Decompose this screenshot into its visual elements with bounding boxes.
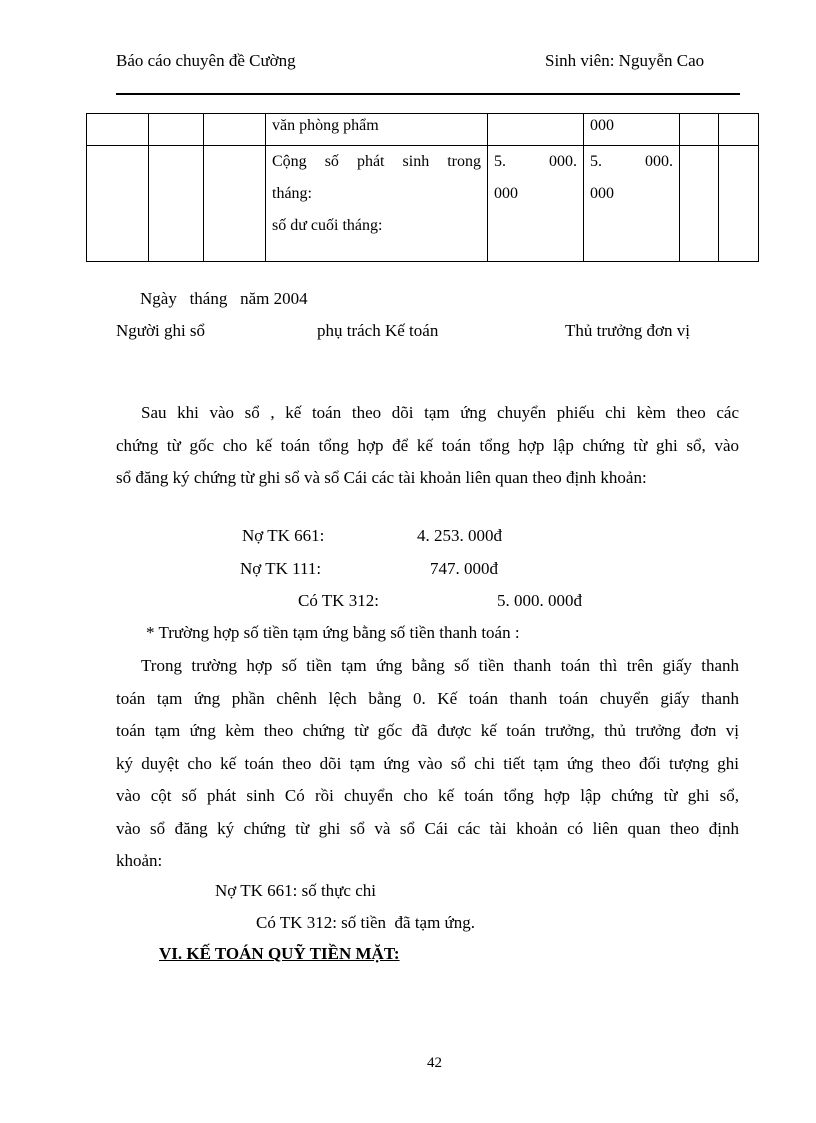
row2-col2-a: 5. [590, 153, 602, 170]
signature-person1: Người ghi sổ [116, 321, 206, 340]
signature-person3: Thủ trưởng đơn vị [565, 321, 690, 340]
paragraph-line: vào cột số phát sinh Có rồi chuyển cho kế toán tổng hợp lập chứng từ ghi sổ, [116, 786, 739, 805]
paragraph-line: vào sổ đăng ký chứng từ ghi sổ và sổ Cái các tài khoản có liên quan theo định [116, 818, 739, 838]
table-cell [680, 114, 719, 146]
case-heading: * Trường hợp số tiền tạm ứng bằng số tiền thanh toán : [146, 623, 520, 642]
entry4: Nợ TK 661: số thực chi [215, 881, 376, 900]
row2-desc-line1: Cộng số phát sinh trong [272, 153, 481, 170]
header-right: Sinh viên: Nguyễn Cao [545, 51, 705, 70]
row1-desc: văn phòng phẩm [266, 114, 488, 146]
row2-col2 [584, 146, 680, 262]
row2-col1-top [494, 146, 577, 178]
paragraph-line: sổ đăng ký chứng từ ghi sổ và sổ Cái các tài khoản liên quan theo định khoản: [116, 468, 647, 487]
row1-col2: 000 [584, 114, 680, 146]
ledger-table [86, 113, 759, 262]
paragraph-line: chứng từ gốc cho kế toán tổng hợp để kế toán tổng hợp lập chứng từ ghi sổ, vào [116, 435, 739, 455]
header-rule [116, 93, 740, 95]
table-cell [204, 146, 266, 262]
entry2-label: Nợ TK 111: [240, 559, 322, 578]
table-cell [719, 146, 759, 262]
entry2-amount: 747. 000đ [430, 559, 498, 578]
signature-person2: phụ trách Kế toán [317, 321, 439, 340]
row2-desc-line2: tháng: [272, 185, 312, 202]
entry3-label: Có TK 312: [298, 591, 379, 610]
table-row [87, 114, 759, 146]
paragraph-line: ký duyệt cho kế toán theo dõi tạm ứng vào sổ chi tiết tạm ứng theo đối tượng ghi [116, 753, 739, 773]
paragraph-2 [116, 650, 739, 878]
row2-col1-c: 000 [494, 185, 518, 202]
entry1-amount: 4. 253. 000đ [417, 526, 502, 545]
table-cell [149, 146, 204, 262]
paragraph-line: toán tạm ứng phần chênh lệch bằng 0. Kế toán thanh toán chuyển giấy thanh [116, 688, 739, 708]
entry3-amount: 5. 000. 000đ [497, 591, 582, 610]
paragraph-line: Sau khi vào sổ , kế toán theo dõi tạm ứng chuyển phiếu chi kèm theo các [141, 403, 739, 422]
row2-col2-top [590, 146, 673, 178]
row2-col2-c: 000 [590, 185, 614, 202]
row2-col1-b: 000. [549, 153, 577, 170]
entry1-label: Nợ TK 661: [242, 526, 325, 545]
paragraph-line: toán tạm ứng kèm theo chứng từ gốc đã được kế toán trưởng, thủ trưởng đơn vị [116, 721, 739, 740]
row2-desc [266, 146, 488, 262]
row2-col2-b: 000. [645, 153, 673, 170]
paragraph-line: khoản: [116, 851, 163, 870]
row2-col1-a: 5. [494, 153, 506, 170]
signature-date: Ngày tháng năm 2004 [140, 289, 308, 308]
table-cell [149, 114, 204, 146]
section-heading: VI. KẾ TOÁN QUỸ TIỀN MẶT: [159, 944, 400, 963]
table-cell [680, 146, 719, 262]
entry5: Có TK 312: số tiền đã tạm ứng. [256, 913, 476, 932]
row2-col1 [488, 146, 584, 262]
table-cell [87, 146, 149, 262]
table-cell [488, 114, 584, 146]
paragraph-1 [116, 397, 739, 495]
paragraph-line: Trong trường hợp số tiền tạm ứng bằng số tiền thanh toán thì trên giấy thanh [141, 656, 739, 675]
table-row [87, 146, 759, 262]
row2-desc-line3: số dư cuối tháng: [272, 217, 383, 234]
table-cell [719, 114, 759, 146]
table-cell [204, 114, 266, 146]
page-number: 42 [427, 1055, 442, 1071]
header-left: Báo cáo chuyên đề Cường [116, 51, 296, 70]
table-cell [87, 114, 149, 146]
